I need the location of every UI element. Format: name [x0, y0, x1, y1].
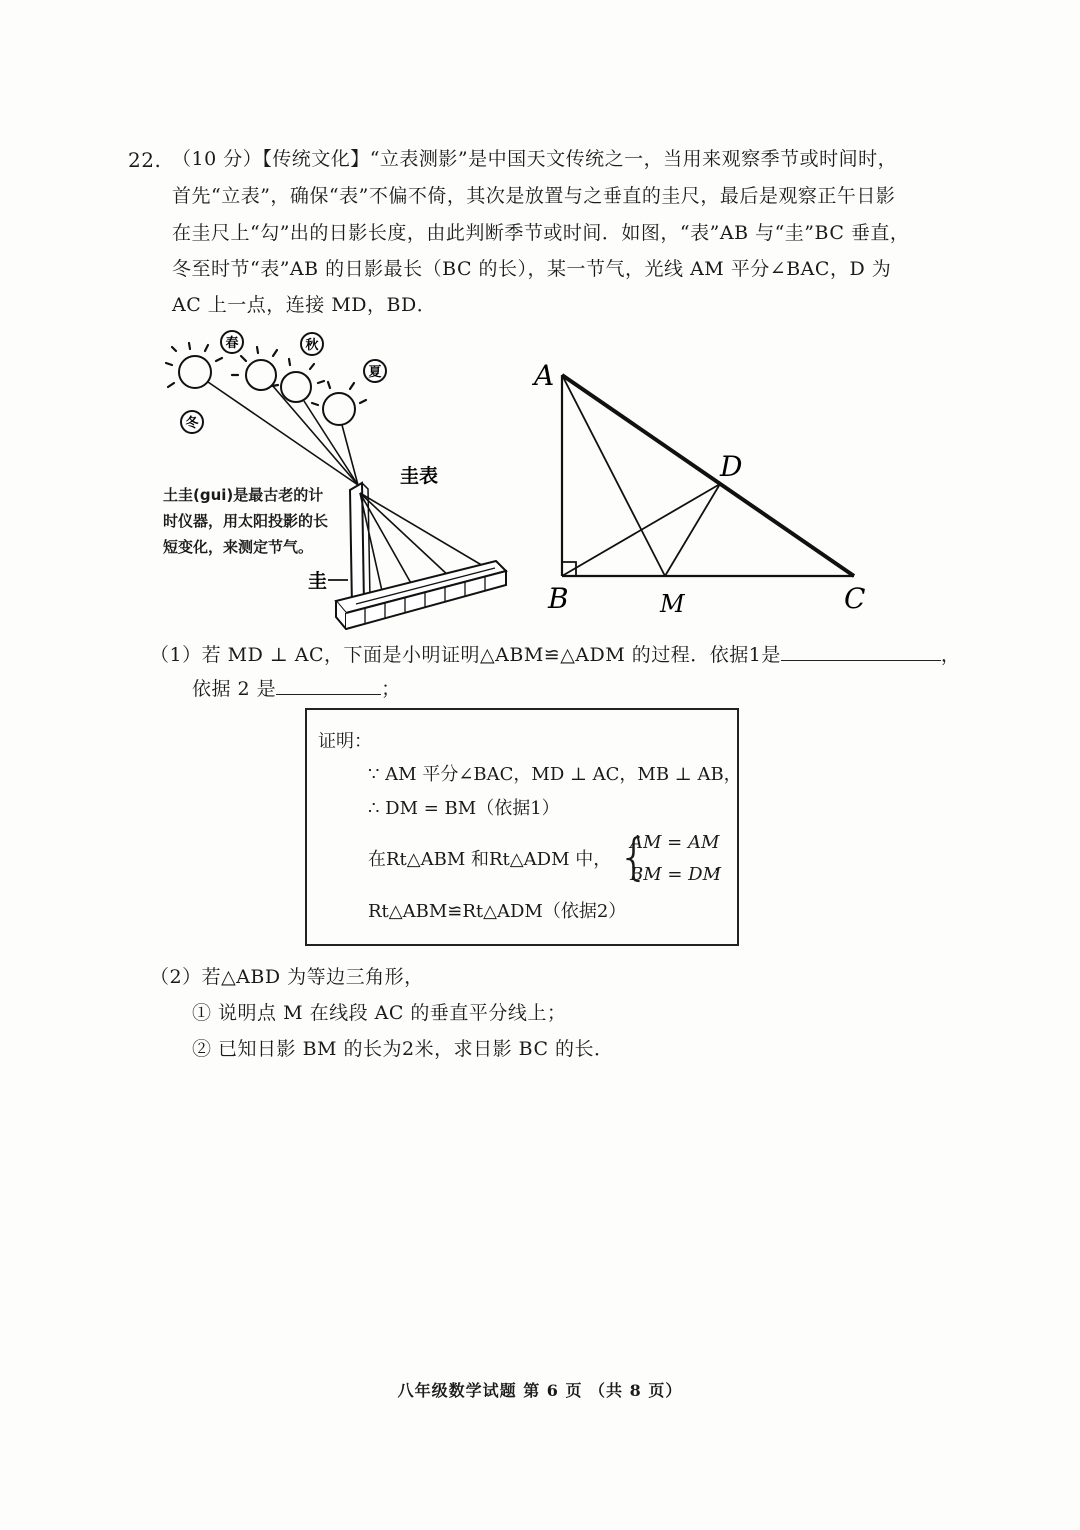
proof-heading: 证明：	[318, 731, 372, 752]
basis1-blank[interactable]	[781, 660, 941, 661]
question-line-3: 在圭尺上“勾”出的日影长度，由此判断季节或时间．如图，“表”AB 与“圭”BC 垂直，	[172, 222, 910, 244]
vertex-label-D: D	[720, 450, 743, 483]
part2-item-2: ② 已知日影 BM 的长为2米，求日影 BC 的长．	[192, 1038, 614, 1060]
sun-autumn-icon	[281, 372, 311, 402]
part2-line-1: （2）若△ABD 为等边三角形，	[150, 966, 424, 988]
vertex-label-C: C	[844, 582, 866, 615]
guibiao-illustration	[150, 325, 530, 630]
illustration-caption-1: 土圭(gui)是最古老的计	[163, 486, 324, 504]
segment-AC	[562, 375, 854, 576]
season-summer-label: 夏	[368, 365, 382, 380]
vertex-label-M: M	[660, 590, 685, 618]
guibiao-label: 圭表	[400, 465, 439, 487]
question-line-5: AC 上一点，连接 MD，BD．	[172, 294, 437, 316]
proof-line-2: ∴ DM = BM（依据1）	[368, 798, 560, 819]
question-line-1: （10 分）【传统文化】“立表测影”是中国天文传统之一，当用来观察季节或时间时，	[172, 148, 898, 170]
part2-item-1: ① 说明点 M 在线段 AC 的垂直平分线上；	[192, 1002, 567, 1024]
season-spring-label: 春	[225, 336, 239, 351]
proof-equation-1: AM = AM	[630, 832, 720, 853]
season-autumn-label: 秋	[305, 338, 319, 353]
question-number: 22.	[128, 148, 162, 172]
gui-label: 圭	[308, 570, 328, 592]
proof-brace: {	[618, 828, 650, 886]
vertex-label-A: A	[534, 359, 555, 392]
basis2-blank[interactable]	[276, 694, 381, 695]
proof-line-3: 在Rt△ABM 和Rt△ADM 中，	[368, 849, 612, 870]
part1-line-2-suffix: ；	[381, 678, 401, 700]
segment-MD	[665, 484, 720, 576]
part1-line-1	[150, 646, 960, 665]
vertex-label-B: B	[548, 582, 569, 615]
illustration-caption-3: 短变化，来测定节气。	[163, 538, 314, 556]
proof-line-4: Rt△ABM≌Rt△ADM（依据2）	[368, 901, 627, 922]
sun-winter-icon	[179, 356, 211, 388]
question-line-2: 首先“立表”，确保“表”不偏不倚，其次是放置与之垂直的圭尺，最后是观察正午日影	[172, 185, 896, 207]
segment-BD	[562, 484, 720, 576]
illustration-caption-2: 时仪器，用太阳投影的长	[163, 512, 329, 530]
page-footer: 八年级数学试题 第 6 页 （共 8 页）	[397, 1381, 683, 1400]
proof-line-1: ∵ AM 平分∠BAC，MD ⊥ AC，MB ⊥ AB，	[368, 764, 742, 785]
sun-summer-icon	[323, 393, 355, 425]
season-winter-label: 冬	[185, 416, 199, 431]
geometry-figure	[520, 350, 880, 625]
question-line-4: 冬至时节“表”AB 的日影最长（BC 的长），某一节气，光线 AM 平分∠BAC，D 为	[172, 258, 892, 280]
part1-line-2-text: 依据 2 是	[192, 678, 277, 700]
part1-line-1-suffix: ，	[940, 644, 961, 666]
part1-line-2	[192, 680, 401, 699]
proof-equation-2: BM = DM	[630, 864, 722, 885]
proof-line-3-suffix: ，	[714, 854, 732, 875]
part1-line-1-text: （1）若 MD ⊥ AC，下面是小明证明△ABM≌△ADM 的过程．依据1是	[150, 644, 781, 666]
